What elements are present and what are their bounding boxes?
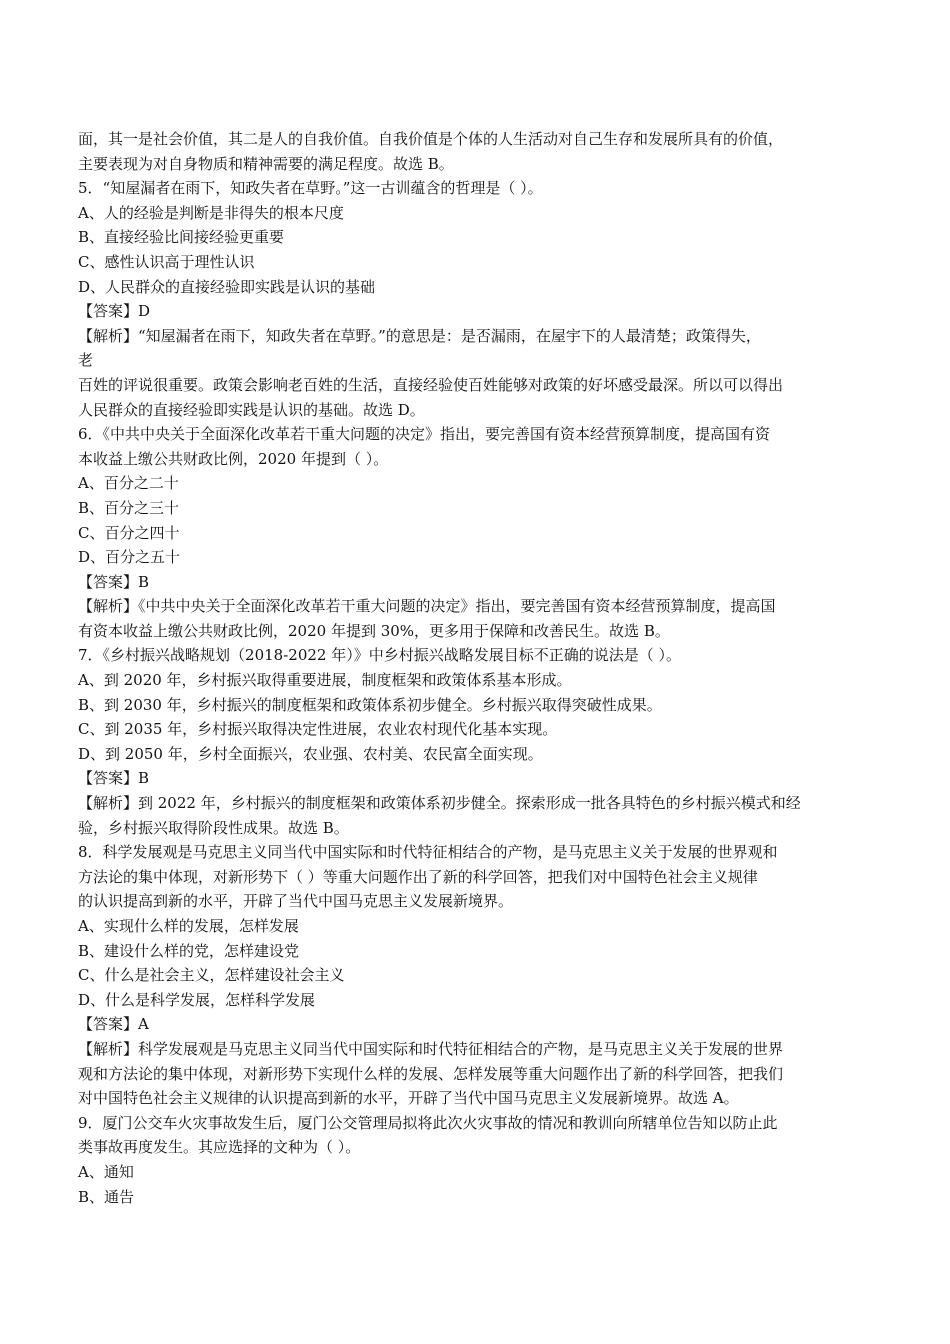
explanation: 【解析】到 2022 年，乡村振兴的制度框架和政策体系初步健全。探索形成一批各具特色的乡村振兴模式和经: [78, 794, 801, 813]
option-c: C、百分之四十: [78, 523, 180, 542]
option-a: A、人的经验是判断是非得失的根本尺度: [78, 203, 344, 222]
question-7: 7．《乡村振兴战略规划（2018-2022 年）》中乡村振兴战略发展目标不正确的说法是（ ）。: [78, 646, 681, 665]
option-b: B、到 2030 年，乡村振兴的制度框架和政策体系初步健全。乡村振兴取得突破性成果。: [78, 695, 662, 714]
option-b: B、建设什么样的党，怎样建设党: [78, 941, 300, 960]
explanation: 老: [78, 351, 94, 370]
explanation: 观和方法论的集中体现，对新形势下实现什么样的发展、怎样发展等重大问题作出了新的科学回答，把我们: [78, 1064, 784, 1083]
question-8: 的认识提高到新的水平，开辟了当代中国马克思主义发展新境界。: [78, 892, 514, 911]
question-9: 9．厦门公交车火灾事故发生后，厦门公交管理局拟将此次火灾事故的情况和教训向所辖单位告知以防止此: [78, 1113, 778, 1132]
answer: 【答案】D: [78, 302, 151, 321]
answer: 【答案】B: [78, 572, 150, 591]
option-d: D、百分之五十: [78, 548, 181, 567]
explanation: 【解析】“知屋漏者在雨下，知政失者在草野。”的意思是：是否漏雨，在屋宇下的人最清楚；政策得失，: [78, 326, 761, 345]
option-c: C、什么是社会主义，怎样建设社会主义: [78, 966, 345, 985]
option-a: A、到 2020 年，乡村振兴取得重要进展，制度框架和政策体系基本形成。: [78, 671, 572, 690]
option-b: B、通告: [78, 1187, 135, 1206]
question-8: 8．科学发展观是马克思主义同当代中国实际和时代特征相结合的产物，是马克思主义关于发展的世界观和: [78, 843, 778, 862]
option-c: C、到 2035 年，乡村振兴取得决定性进展，农业农村现代化基本实现。: [78, 720, 558, 739]
question-6: 本收益上缴公共财政比例，2020 年提到（ ）。: [78, 449, 389, 468]
text-line: 面，其一是社会价值，其二是人的自我价值。自我价值是个体的人生活动对自己生存和发展所具有的价值，: [78, 130, 784, 148]
option-b: B、直接经验比间接经验更重要: [78, 228, 285, 247]
option-a: A、百分之二十: [78, 474, 179, 493]
option-d: D、人民群众的直接经验即实践是认识的基础: [78, 277, 376, 296]
document-page: [78, 127, 878, 1209]
question-8: 方法论的集中体现，对新形势下（ ）等重大问题作出了新的科学回答，把我们对中国特色社会主义规律: [78, 867, 758, 886]
explanation: 有资本收益上缴公共财政比例，2020 年提到 30%，更多用于保障和改善民生。故选 B。: [78, 621, 670, 640]
explanation: 百姓的评说很重要。政策会影响老百姓的生活，直接经验使百姓能够对政策的好坏感受最深。所以可以得出: [78, 375, 784, 394]
explanation: 【解析】科学发展观是马克思主义同当代中国实际和时代特征相结合的产物，是马克思主义关于发展的世界: [78, 1039, 784, 1058]
text-line: 主要表现为对自身物质和精神需要的满足程度。故选 B。: [78, 154, 454, 173]
answer: 【答案】B: [78, 769, 150, 788]
question-5: 5．“知屋漏者在雨下，知政失者在草野。”这一古训蕴含的哲理是（ ）。: [78, 179, 543, 198]
option-d: D、到 2050 年，乡村全面振兴，农业强、农村美、农民富全面实现。: [78, 744, 543, 763]
explanation: 验，乡村振兴取得阶段性成果。故选 B。: [78, 818, 349, 837]
option-a: A、通知: [78, 1162, 134, 1181]
option-b: B、百分之三十: [78, 498, 180, 517]
option-d: D、什么是科学发展，怎样科学发展: [78, 990, 316, 1009]
explanation: 对中国特色社会主义规律的认识提高到新的水平，开辟了当代中国马克思主义发展新境界。故选 A。: [78, 1089, 739, 1108]
question-6: 6．《中共中央关于全面深化改革若干重大问题的决定》指出，要完善国有资本经营预算制度，提高国有资: [78, 425, 771, 444]
option-c: C、感性认识高于理性认识: [78, 252, 255, 271]
explanation: 人民群众的直接经验即实践是认识的基础。故选 D。: [78, 400, 425, 419]
answer: 【答案】A: [78, 1015, 149, 1034]
explanation: 【解析】《中共中央关于全面深化改革若干重大问题的决定》指出，要完善国有资本经营预算制度，提高国: [78, 597, 776, 616]
question-9: 类事故再度发生。其应选择的文种为（ ）。: [78, 1138, 361, 1157]
option-a: A、实现什么样的发展，怎样发展: [78, 917, 299, 935]
